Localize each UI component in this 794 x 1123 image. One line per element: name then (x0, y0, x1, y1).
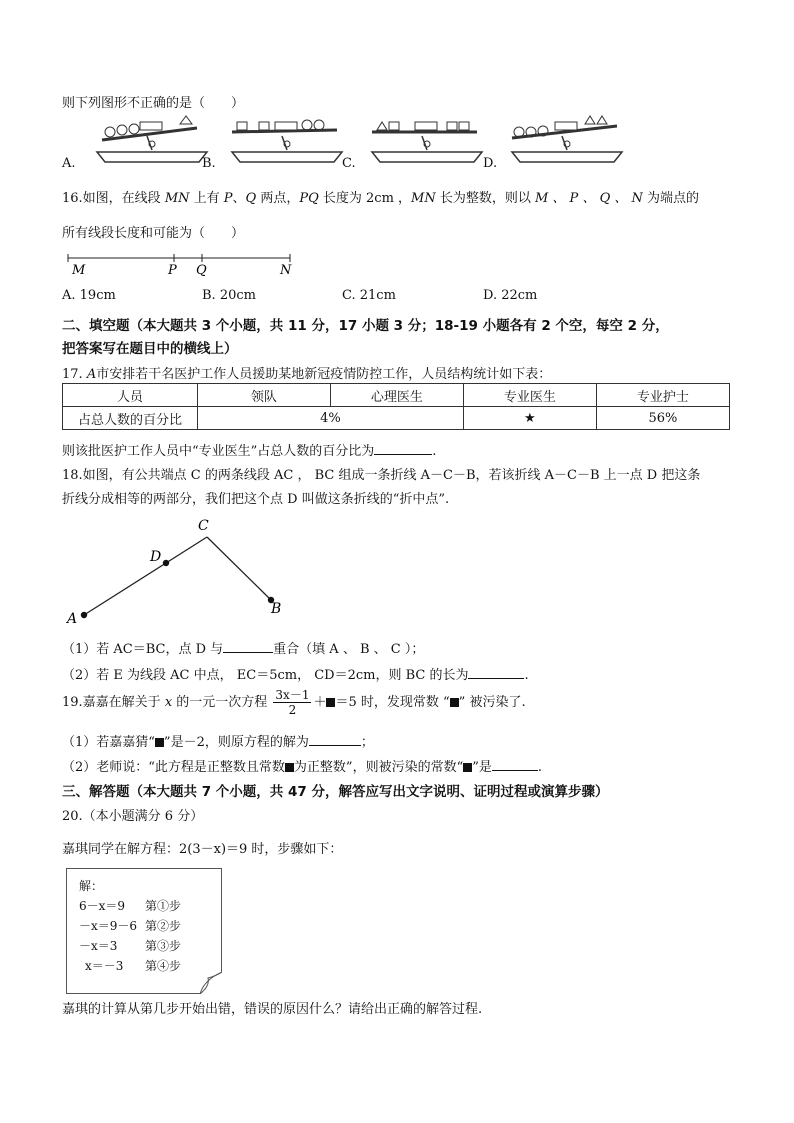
q16-text: 长为整数，则以 (435, 191, 535, 206)
label-p: P (168, 263, 177, 278)
black-square-icon (285, 763, 294, 772)
q19-text: ＝5 时，发现常数 “ (335, 695, 450, 710)
note-step-eq: －x＝9－6 (79, 919, 138, 933)
q16-segment-figure (62, 248, 312, 280)
q19-sub2-text: ”是 (472, 760, 492, 775)
table-row (63, 384, 730, 407)
balance-figure-b (232, 120, 342, 162)
q17-city: A (86, 367, 97, 382)
q17-question: 则该批医护工作人员中“专业医生”占总人数的百分比为 . (62, 444, 437, 459)
q19-sub2-text: . (537, 760, 543, 775)
q16-line1 (62, 187, 699, 206)
q19-sub2-text: （2）老师说：“此方程是正整数且常数 (62, 760, 285, 775)
q19-sub1 (62, 731, 374, 750)
q16-text: 长度为 2cm ， (318, 191, 412, 206)
q17-question-text: 则该批医护工作人员中“专业医生”占总人数的百分比为 (62, 444, 375, 459)
note-step-eq: 6－x＝9 (79, 899, 126, 913)
q15-option-c: C. (342, 156, 356, 171)
answer-blank[interactable] (309, 745, 361, 746)
q18-sub1 (62, 638, 424, 657)
table-cell: 占总人数的百分比 (63, 407, 198, 430)
q16-option-c: C. 21cm (342, 288, 396, 303)
note-step-eq: x＝－3 (85, 959, 124, 973)
q15-option-a: A. (62, 156, 76, 171)
q17-stem (62, 363, 551, 382)
black-square-icon (450, 698, 459, 707)
table-header-cell: 专业医生 (463, 384, 596, 407)
answer-blank[interactable] (492, 770, 538, 771)
label-c: C (198, 518, 209, 534)
table-cell-merged: 4% (197, 407, 463, 430)
q19-text: ＋ (313, 695, 327, 710)
q16-points: M 、 P 、 Q 、 N (534, 191, 643, 206)
table-cell: 56% (596, 407, 729, 430)
table-header-cell: 专业护士 (596, 384, 729, 407)
note-step-eq: －x＝3 (79, 939, 118, 953)
q16-pq: PQ (299, 191, 319, 206)
q18-sub1-text: 重合（填 A 、 B 、 C ）； (273, 642, 425, 657)
q17-table (62, 383, 730, 430)
section2-heading-line2: 把答案写在题目中的横线上） (62, 341, 238, 357)
q19-sub1-text: （1）若嘉嘉猜“ (62, 735, 155, 750)
q18-sub2-text: （2）若 E 为线段 AC 中点， EC＝5cm， CD＝2cm，则 BC 的长为 (62, 668, 469, 683)
balance-figure-a (97, 116, 207, 162)
q19-text: 的一元一次方程 (172, 695, 272, 710)
fraction-numerator: 3x－1 (275, 688, 310, 702)
q19-fraction (273, 688, 311, 717)
note-step-label: 第②步 (145, 919, 182, 933)
section3-heading: 三、解答题（本大题共 7 个小题，共 47 分，解答应写出文字说明、证明过程或演算步骤） (62, 784, 609, 800)
q20-question: 嘉琪的计算从第几步开始出错，错误的原因什么？请给出正确的解答过程. (62, 1002, 483, 1017)
q16-mn: MN (411, 191, 436, 206)
table-cell-star: ★ (463, 407, 596, 430)
fraction-denominator: 2 (288, 703, 297, 717)
q19-text: 19.嘉嘉在解关于 (62, 695, 165, 710)
note-step-label: 第③步 (145, 939, 182, 953)
answer-blank[interactable] (374, 454, 432, 455)
q16-text: 为端点的 (642, 191, 700, 206)
label-m: M (72, 263, 86, 278)
answer-blank[interactable] (223, 652, 273, 653)
q18-line2: 折线分成相等的两部分，我们把这个点 D 叫做这条折线的“折中点”. (62, 492, 450, 507)
q16-text: 两点， (256, 191, 300, 206)
q20-intro: 嘉琪同学在解方程：2(3－x)＝9 时，步骤如下： (62, 842, 343, 857)
q16-option-b: B. 20cm (202, 288, 256, 303)
note-title: 解： (79, 879, 104, 893)
q15-option-d: D. (483, 156, 498, 171)
label-a: A (67, 611, 78, 625)
q19-variable: x (164, 695, 173, 710)
q16-text: 16.如图，在线段 (62, 191, 165, 206)
label-b: B (271, 601, 282, 617)
q16-text: 上有 (189, 191, 224, 206)
black-square-icon (463, 763, 472, 772)
q16-text: 、 (232, 191, 246, 206)
note-step-label: 第①步 (145, 899, 182, 913)
page-curl-icon (200, 972, 222, 994)
label-d: D (150, 549, 162, 565)
q15-option-b: B. (202, 156, 216, 171)
q16-mn: MN (164, 191, 190, 206)
q18-sub1-text: （1）若 AC＝BC，点 D 与 (62, 642, 224, 657)
q19-sub1-text: ”是－2，则原方程的解为 (163, 735, 309, 750)
table-header-cell: 人员 (63, 384, 198, 407)
q16-option-a: A. 19cm (62, 288, 116, 303)
q17-text: 市安排若干名医护工作人员援助某地新冠疫情防控工作，人员结构统计如下表： (96, 367, 552, 382)
q20-heading: 20.（本小题满分 6 分） (62, 809, 204, 824)
q20-solution-note (66, 868, 222, 994)
label-q: Q (196, 263, 207, 278)
q16-line2: 所有线段长度和可能为（ ） (62, 226, 245, 241)
label-n: N (280, 263, 292, 278)
q16-p: P (223, 191, 233, 206)
q19-sub1-text: ； (360, 735, 374, 750)
q16-option-d: D. 22cm (483, 288, 538, 303)
q19-sub2 (62, 756, 542, 775)
balance-figure-d (512, 116, 622, 162)
q19-sub2-text: 为正整数”，则被污染的常数“ (293, 760, 464, 775)
q18-broken-line-figure (62, 515, 302, 625)
q17-number: 17. (62, 367, 87, 382)
table-header-cell: 心理医生 (330, 384, 463, 407)
q19-text: ” 被污染了. (458, 695, 526, 710)
table-row (63, 407, 730, 430)
note-step-label: 第④步 (145, 959, 182, 973)
q15-stem: 则下列图形不正确的是（ ） (62, 96, 245, 111)
table-header-cell: 领队 (197, 384, 330, 407)
answer-blank[interactable] (468, 678, 524, 679)
balance-figure-c (372, 122, 482, 162)
q18-line1: 18.如图，有公共端点 C 的两条线段 AC ， BC 组成一条折线 A－C－B，若该折线 A－C－B 上一点 D 把这条 (62, 468, 701, 483)
q19-stem (62, 688, 526, 717)
section2-heading-line1: 二、填空题（本大题共 3 个小题，共 11 分，17 小题 3 分；18-19 小题各有 2 个空，每空 2 分， (62, 318, 669, 334)
q18-sub2: （2）若 E 为线段 AC 中点， EC＝5cm， CD＝2cm，则 BC 的长为 . (62, 668, 529, 683)
q16-q: Q (245, 191, 257, 206)
black-square-icon (155, 738, 164, 747)
